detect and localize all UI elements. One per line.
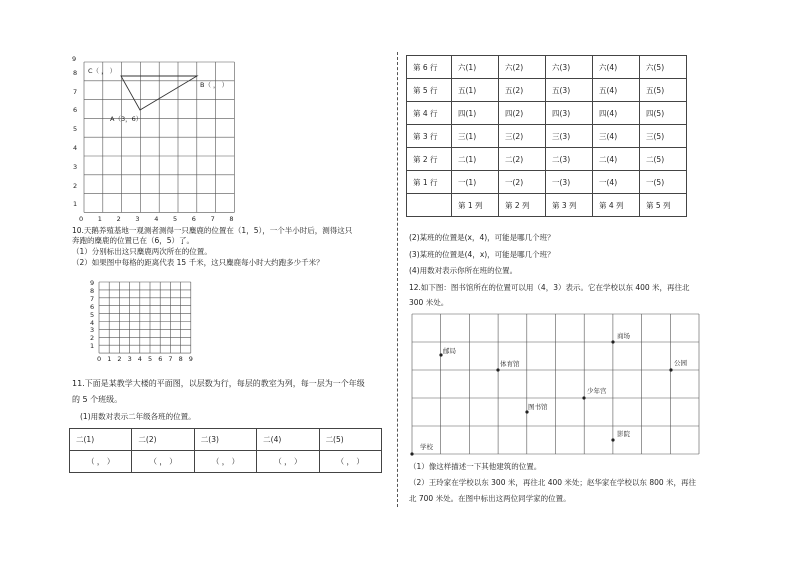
q11-line2: 的 5 个班级。 <box>72 395 123 404</box>
q11-sub4: (4)用数对表示你所在班的位置。 <box>409 266 518 275</box>
park-label: 公园 <box>674 359 687 367</box>
seat-row <box>407 125 687 148</box>
seat-cell: 二(1) <box>452 148 499 171</box>
q9-y-top: 9 <box>72 55 77 63</box>
seat-col-row <box>407 194 687 217</box>
q10-line1: 10.天鹅养殖基地一观测者测得一只麋鹿的位置在（1，5），一个半小时后，测得这只 <box>72 226 353 235</box>
market-dot <box>611 340 614 343</box>
q10-x-tick: 3 <box>127 355 132 364</box>
q9-point-b: B（ ， ） <box>200 81 229 89</box>
q9-x-tick: 5 <box>173 215 178 224</box>
seat-cell: 二(5) <box>640 148 687 171</box>
seat-cell: 三(4) <box>593 125 640 148</box>
school-dot <box>410 452 413 455</box>
q9-y-tick: 6 <box>73 106 78 115</box>
q10-y-tick: 3 <box>90 326 95 335</box>
column-divider <box>397 52 398 507</box>
seat-cell: 五(2) <box>499 79 546 102</box>
seat-cell: 四(1) <box>452 102 499 125</box>
q9-point-a: A（3，6） <box>110 115 143 123</box>
q9-x-tick: 4 <box>154 215 159 224</box>
q10-y-tick: 8 <box>90 286 95 295</box>
seat-cell: 二(3) <box>546 148 593 171</box>
q10-x-tick: 6 <box>158 355 163 364</box>
seat-row-label: 第 4 行 <box>407 102 452 125</box>
q11-answer-4[interactable]: （ ， ） <box>257 451 319 473</box>
q11-sub2: (2)某班的位置是(x，4)，可能是哪几个班？ <box>409 233 555 242</box>
q10-x-tick: 7 <box>168 355 173 364</box>
q12-sub2a: （2）王玲家在学校以东 300 米，再往北 400 米处；赵华家在学校以东 800 米，再往 <box>409 478 697 487</box>
seat-corner <box>407 194 452 217</box>
seat-row <box>407 102 687 125</box>
q11-answer-2[interactable]: （ ， ） <box>132 451 194 473</box>
library-label: 图书馆 <box>528 403 548 411</box>
q11-line1: 11.下面是某教学大楼的平面图，以层数为行，每层的教室为列，每一层为一个年级 <box>72 379 365 388</box>
q9-x-tick: 3 <box>135 215 140 224</box>
seat-cell: 三(2) <box>499 125 546 148</box>
seat-row <box>407 56 687 79</box>
q11-header-5: 二(5) <box>319 429 381 451</box>
seat-cell: 二(2) <box>499 148 546 171</box>
q10-y-tick: 2 <box>90 334 95 343</box>
palace-dot <box>582 396 585 399</box>
q9-point-c: C（ ， ） <box>88 67 117 75</box>
q11-header-4: 二(4) <box>257 429 319 451</box>
seat-row-label: 第 3 行 <box>407 125 452 148</box>
seat-cell: 六(4) <box>593 56 640 79</box>
q10-y-tick: 1 <box>90 342 95 351</box>
q10-y-tick: 5 <box>90 310 95 319</box>
palace-label: 少年宫 <box>587 387 607 395</box>
seat-table <box>406 55 687 217</box>
seat-row-label: 第 2 行 <box>407 148 452 171</box>
q9-y-tick: 8 <box>73 68 78 77</box>
q10-y-tick: 4 <box>90 318 95 327</box>
seat-cell: 一(5) <box>640 171 687 194</box>
q11-header-3: 二(3) <box>194 429 256 451</box>
q9-x-tick: 0 <box>79 215 84 224</box>
q10-y-tick: 9 <box>90 279 95 287</box>
q9-y-tick: 7 <box>73 87 78 96</box>
seat-row-label: 第 5 行 <box>407 79 452 102</box>
seat-cell: 一(1) <box>452 171 499 194</box>
park-dot <box>669 368 672 371</box>
q10-y-tick: 7 <box>90 294 95 303</box>
seat-row <box>407 171 687 194</box>
q10-x-tick: 5 <box>148 355 153 364</box>
q10-y-tick: 6 <box>90 302 95 311</box>
gym-dot <box>496 368 499 371</box>
seat-cell: 五(5) <box>640 79 687 102</box>
q10-x-tick: 9 <box>188 355 193 364</box>
q11-sub3: (3)某班的位置是(4，x)，可能是哪几个班？ <box>409 250 555 259</box>
seat-col-label: 第 1 列 <box>452 194 499 217</box>
q9-x-tick: 1 <box>97 215 102 224</box>
seat-cell: 三(5) <box>640 125 687 148</box>
seat-cell: 二(4) <box>593 148 640 171</box>
seat-cell: 六(2) <box>499 56 546 79</box>
q12-map-svg <box>0 0 1 1</box>
q9-y-tick: 4 <box>73 144 78 152</box>
seat-col-label: 第 3 列 <box>546 194 593 217</box>
seat-cell: 三(3) <box>546 125 593 148</box>
seat-col-label: 第 5 列 <box>640 194 687 217</box>
q12-sub1: （1）像这样描述一下其他建筑的位置。 <box>409 462 542 471</box>
q9-y-tick: 1 <box>73 200 78 209</box>
q9-y-tick: 2 <box>73 181 78 190</box>
seat-cell: 六(3) <box>546 56 593 79</box>
q10-x-tick: 4 <box>137 355 142 364</box>
q9-x-tick: 7 <box>210 215 215 224</box>
seat-cell: 三(1) <box>452 125 499 148</box>
q10-sub1: （1）分别标出这只麋鹿两次所在的位置。 <box>72 247 212 256</box>
cinema-label: 影院 <box>617 430 630 438</box>
seat-cell: 四(3) <box>546 102 593 125</box>
seat-col-label: 第 4 列 <box>593 194 640 217</box>
q9-x-tick: 2 <box>116 215 121 224</box>
q11-answer-1[interactable]: （ ， ） <box>70 451 132 473</box>
q11-answer-3[interactable]: （ ， ） <box>194 451 256 473</box>
seat-row <box>407 148 687 171</box>
q11-header-1: 二(1) <box>70 429 132 451</box>
seat-col-label: 第 2 列 <box>499 194 546 217</box>
q12-line1: 12.如下图：图书馆所在的位置可以用（4，3）表示。它在学校以东 400 米，再往北 <box>409 283 690 292</box>
q11-header-2: 二(2) <box>132 429 194 451</box>
seat-cell: 五(3) <box>546 79 593 102</box>
q10-x-tick: 2 <box>117 355 122 364</box>
seat-cell: 五(1) <box>452 79 499 102</box>
seat-cell: 六(5) <box>640 56 687 79</box>
seat-row-label: 第 1 行 <box>407 171 452 194</box>
q10-x-tick: 0 <box>97 355 102 364</box>
post-label: 邮局 <box>443 347 456 355</box>
seat-cell: 一(2) <box>499 171 546 194</box>
seat-cell: 五(4) <box>593 79 640 102</box>
seat-cell: 四(5) <box>640 102 687 125</box>
cinema-dot <box>611 438 614 441</box>
seat-cell: 四(4) <box>593 102 640 125</box>
gym-label: 体育馆 <box>500 360 520 368</box>
q10-sub2: （2）如果图中每格的距离代表 15 千米，这只麋鹿每小时大约跑多少千米？ <box>72 258 324 267</box>
q11-answer-table <box>69 428 382 473</box>
q10-x-tick: 1 <box>107 355 112 364</box>
school-label: 学校 <box>420 443 433 451</box>
q9-y-tick: 5 <box>73 125 78 134</box>
seat-cell: 四(2) <box>499 102 546 125</box>
q12-sub2b: 北 700 米处。在图中标出这两位同学家的位置。 <box>409 494 571 503</box>
q10-line2: 奔跑的麋鹿的位置已在（6，5）了。 <box>72 236 195 245</box>
q9-x-tick: 6 <box>191 215 196 224</box>
q11-answer-5[interactable]: （ ， ） <box>319 451 381 473</box>
seat-cell: 六(1) <box>452 56 499 79</box>
seat-row <box>407 79 687 102</box>
q9-x-tick: 8 <box>229 215 234 224</box>
q12-line2: 300 米处。 <box>409 298 449 307</box>
q11-sub1: (1)用数对表示二年级各班的位置。 <box>80 412 196 421</box>
seat-cell: 一(3) <box>546 171 593 194</box>
q10-x-tick: 8 <box>178 355 183 364</box>
seat-row-label: 第 6 行 <box>407 56 452 79</box>
q9-y-tick: 3 <box>73 162 78 171</box>
market-label: 商场 <box>617 332 630 340</box>
seat-cell: 一(4) <box>593 171 640 194</box>
